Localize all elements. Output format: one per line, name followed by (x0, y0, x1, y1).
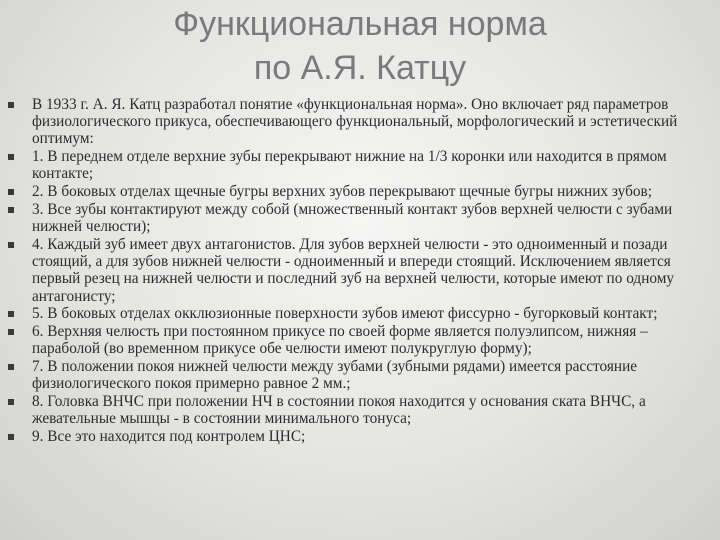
square-bullet-icon (8, 434, 14, 440)
square-bullet-icon (8, 364, 14, 370)
bullet-text: 5. В боковых отделах окклюзионные поверхности зубов имеют фиссурно - бугорковый контакт; (32, 305, 658, 323)
square-bullet-icon (8, 399, 14, 405)
bullet-text: 9. Все это находится под контролем ЦНС; (32, 428, 306, 446)
slide-title-line-1: Функциональная норма (173, 5, 547, 43)
bullet-text: 8. Головка ВНЧС при положении НЧ в состоянии покоя находится у основания ската ВНЧС, а жевательные мышцы - в состоянии минимального тонуса; (32, 393, 646, 428)
square-bullet-icon (8, 329, 14, 335)
bullet-text: 2. В боковых отделах щечные бугры верхних зубов перекрывают щечные бугры нижних зубов; (32, 183, 652, 201)
bullet-item-6 (0, 323, 720, 357)
square-bullet-icon (8, 154, 14, 160)
bullet-item-2 (0, 183, 720, 200)
bullet-text: 7. В положении покоя нижней челюсти между зубами (зубными рядами) имеется расстояние физиологического покоя примерно равное 2 мм.; (32, 358, 638, 393)
bullet-item-intro (0, 96, 720, 148)
bullet-item-4 (0, 236, 720, 305)
bullet-item-1 (0, 148, 720, 182)
bullet-item-7 (0, 358, 720, 392)
slide-title-line-2: по А.Я. Катцу (253, 49, 467, 87)
bullet-item-9 (0, 428, 720, 445)
square-bullet-icon (8, 189, 14, 195)
square-bullet-icon (8, 242, 14, 248)
bullet-item-3 (0, 201, 720, 235)
square-bullet-icon (8, 311, 14, 317)
bullet-item-5 (0, 305, 720, 322)
square-bullet-icon (8, 207, 14, 213)
bullet-item-8 (0, 393, 720, 427)
bullet-text: 1. В переднем отделе верхние зубы перекрывают нижние на 1/3 коронки или находится в прямом контакте; (32, 148, 667, 183)
bullet-text: 6. Верхняя челюсть при постоянном прикусе по своей форме является полуэлипсом, нижняя – параболой (во временном прикусе обе челюсти имеют полукруглую форму); (32, 323, 648, 358)
bullet-text: 4. Каждый зуб имеет двух антагонистов. Для зубов верхней челюсти - это одноименный и позади стоящий, а для зубов нижней челюсти - одноименный и впереди стоящий. Исключением является первый резец на нижней челюсти и последний зуб на верхней челюсти, которые имеют по одному антагонисту; (32, 236, 675, 305)
square-bullet-icon (8, 102, 14, 108)
bullet-text: В 1933 г. А. Я. Катц разработал понятие «функциональная норма». Оно включает ряд параметров физиологического прикуса, обеспечивающего функциональный, морфологический и эстетический оптимум: (32, 96, 678, 148)
bullet-list (0, 96, 720, 446)
bullet-text: 3. Все зубы контактируют между собой (множественный контакт зубов верхней челюсти с зубами нижней челюсти); (32, 201, 673, 236)
slide-title (0, 2, 720, 90)
